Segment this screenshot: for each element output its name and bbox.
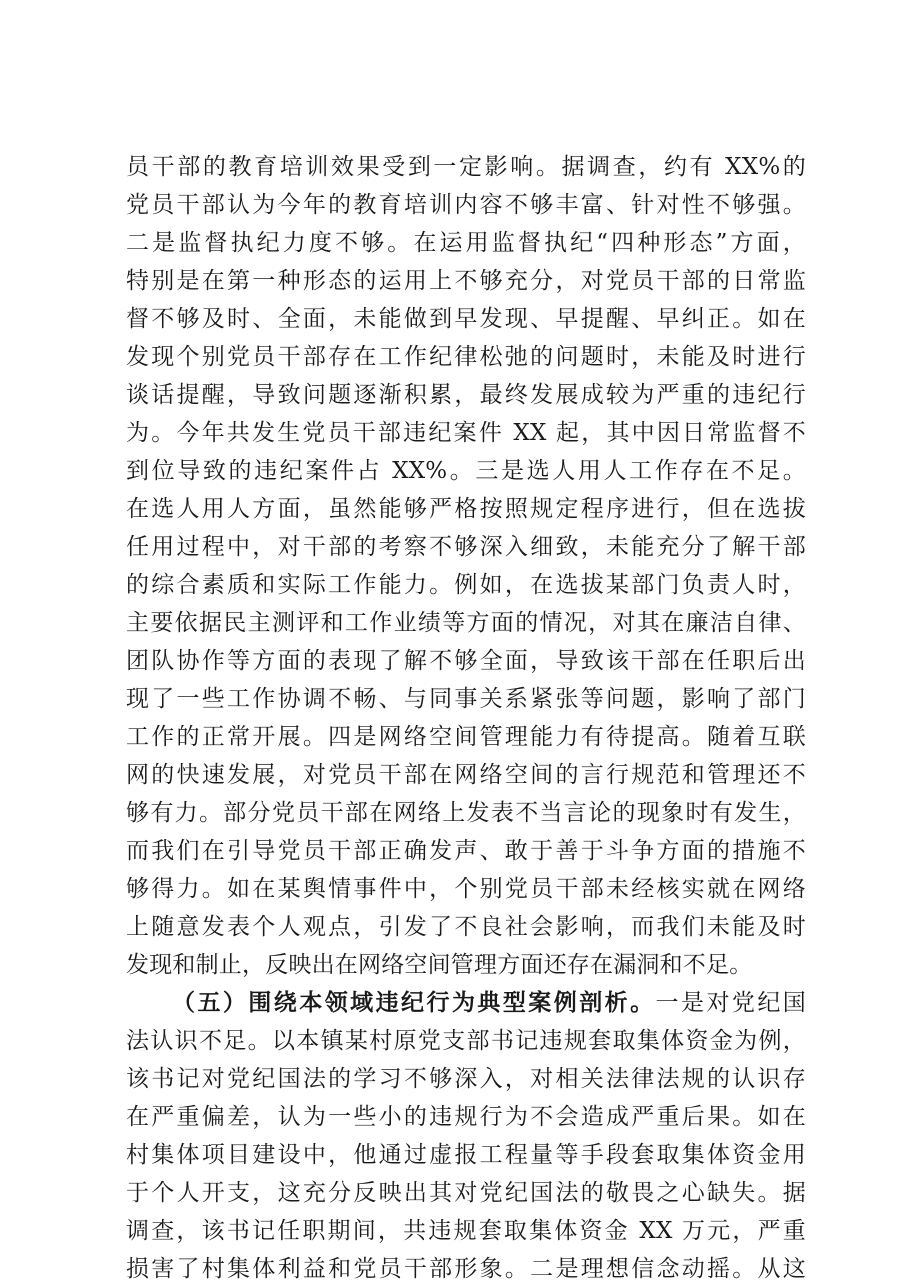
text-line: 现了一些工作协调不畅、与同事关系紧张等问题，影响了部门 xyxy=(126,686,806,712)
text-line: 法认识不足。以本镇某村原党支部书记违规套取集体资金为例， xyxy=(126,1028,806,1054)
text-line: 主要依据民主测评和工作业绩等方面的情况，对其在廉洁自律、 xyxy=(126,610,806,636)
text-line: 二是监督执纪力度不够。在运用监督执纪“四种形态”方面， xyxy=(126,230,806,256)
text-line: 而我们在引导党员干部正确发声、敢于善于斗争方面的措施不 xyxy=(126,838,806,864)
text-line: 村集体项目建设中，他通过虚报工程量等手段套取集体资金用 xyxy=(126,1142,806,1168)
text-line: 团队协作等方面的表现了解不够全面，导致该干部在任职后出 xyxy=(126,648,806,674)
text-line: 员干部的教育培训效果受到一定影响。据调查，约有 XX%的 xyxy=(126,154,806,180)
text-line: 的综合素质和实际工作能力。例如，在选拔某部门负责人时， xyxy=(126,572,806,598)
text-line: 为。今年共发生党员干部违纪案件 XX 起，其中因日常监督不 xyxy=(126,420,806,446)
text-line: 网的快速发展，对党员干部在网络空间的言行规范和管理还不 xyxy=(126,762,806,788)
text-line: 在严重偏差，认为一些小的违规行为不会造成严重后果。如在 xyxy=(126,1104,806,1130)
text-line: 任用过程中，对干部的考察不够深入细致，未能充分了解干部 xyxy=(126,534,806,560)
paragraph-last-line: 发现和制止，反映出在网络空间管理方面还存在漏洞和不足。 xyxy=(126,952,753,978)
section-5-heading: （五）围绕本领域违纪行为典型案例剖析。 xyxy=(172,989,656,1016)
text-line: 到位导致的违纪案件占 XX%。三是选人用人工作存在不足。 xyxy=(126,458,806,484)
text-line: 上随意发表个人观点，引发了不良社会影响，而我们未能及时 xyxy=(126,914,806,940)
text-line: 发现个别党员干部存在工作纪律松弛的问题时，未能及时进行 xyxy=(126,344,806,370)
text-line: 谈话提醒，导致问题逐渐积累，最终发展成较为严重的违纪行 xyxy=(126,382,806,408)
text-line: 调查，该书记任职期间，共违规套取集体资金 XX 万元，严重 xyxy=(126,1218,806,1244)
text-line: 工作的正常开展。四是网络空间管理能力有待提高。随着互联 xyxy=(126,724,806,750)
text-line: 督不够及时、全面，未能做到早发现、早提醒、早纠正。如在 xyxy=(126,306,806,332)
section-5-first-line xyxy=(126,984,806,1022)
text-line: 于个人开支，这充分反映出其对党纪国法的敬畏之心缺失。据 xyxy=(126,1180,806,1206)
body-text xyxy=(126,148,806,1288)
text-line: 损害了村集体利益和党员干部形象。二是理想信念动摇。从这 xyxy=(126,1256,806,1282)
text-line: 党员干部认为今年的教育培训内容不够丰富、针对性不够强。 xyxy=(126,192,806,218)
text-line: 该书记对党纪国法的学习不够深入，对相关法律法规的认识存 xyxy=(126,1066,806,1092)
text-line: 特别是在第一种形态的运用上不够充分，对党员干部的日常监 xyxy=(126,268,806,294)
text-line: 在选人用人方面，虽然能够严格按照规定程序进行，但在选拔 xyxy=(126,496,806,522)
text-line: 够得力。如在某舆情事件中，个别党员干部未经核实就在网络 xyxy=(126,876,806,902)
section-5-heading-tail: 一是对党纪国 xyxy=(655,990,806,1016)
text-line: 够有力。部分党员干部在网络上发表不当言论的现象时有发生， xyxy=(126,800,806,826)
